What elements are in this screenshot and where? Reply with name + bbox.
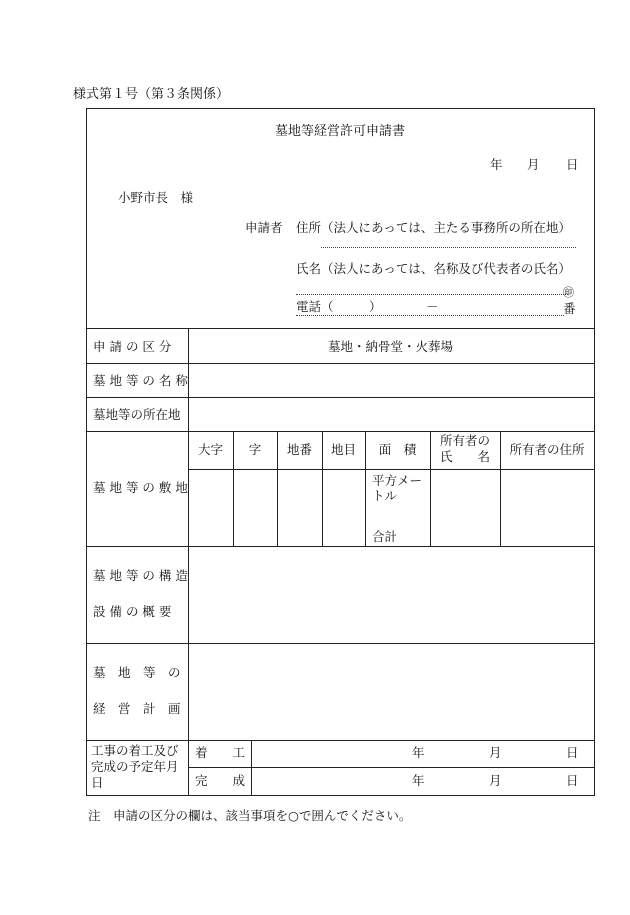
site-header-chiban: 地番: [286, 442, 312, 457]
phone-ban-label: 番: [563, 301, 576, 316]
start-month: 月: [489, 745, 502, 760]
address-field[interactable]: [321, 247, 576, 248]
area-unit: 平方メートル: [372, 473, 423, 503]
facility-name-label: 墓 地 等 の 名 称: [93, 373, 188, 388]
area-total: 合計: [372, 529, 398, 544]
finish-label: 完 成: [195, 773, 246, 788]
date-year-label: 年: [490, 157, 503, 172]
site-header-owner-address: 所有者の住所: [509, 442, 585, 457]
footnote: 注 申請の区分の欄は、該当事項を○で囲んでください。: [88, 808, 412, 823]
address-label: 住所（法人にあっては、主たる事務所の所在地）: [296, 220, 571, 235]
form-number-label: 様式第１号（第３条関係）: [73, 87, 230, 102]
seal-mark: ㊞: [563, 286, 574, 299]
site-header-area: 面 積: [378, 442, 417, 457]
plan-label-2: 経 営 計 画: [93, 701, 181, 716]
site-header-oaza: 大字: [197, 442, 223, 457]
site-header-chimoku: 地目: [330, 442, 356, 457]
finish-month: 月: [489, 773, 502, 788]
date-day-label: 日: [566, 157, 579, 172]
addressee: 小野市長 様: [118, 190, 194, 205]
application-form: [86, 108, 595, 796]
finish-year: 年: [412, 773, 425, 788]
date-month-label: 月: [527, 157, 540, 172]
finish-day: 日: [566, 773, 579, 788]
phone-label: 電話（: [296, 299, 334, 314]
site-label: 墓 地 等 の 敷 地: [93, 480, 188, 495]
facility-location-label: 墓地等の所在地: [93, 407, 181, 422]
form-title: 墓地等経営許可申請書: [275, 124, 406, 139]
start-label: 着 工: [195, 745, 246, 760]
structure-label: 墓 地 等 の 構 造: [93, 568, 188, 583]
name-field[interactable]: [296, 294, 568, 295]
facilities-label: 設 備 の 概 要: [93, 604, 172, 619]
phone-field[interactable]: [296, 315, 564, 316]
start-year: 年: [412, 745, 425, 760]
category-options[interactable]: 墓地・納骨堂・火葬場: [328, 339, 454, 354]
plan-label-1: 墓 地 等 の: [93, 665, 181, 680]
schedule-label: 工事の着工及び完成の予定年月日: [91, 743, 179, 790]
start-day: 日: [566, 745, 579, 760]
phone-close-paren: ）: [369, 299, 382, 314]
site-header-owner-name: 所有者の 氏 名: [439, 433, 490, 464]
category-label: 申 請 の 区 分: [93, 339, 172, 354]
site-header-aza: 字: [248, 442, 262, 457]
applicant-label: 申請者: [245, 220, 283, 235]
name-label: 氏名（法人にあっては、名称及び代表者の氏名）: [296, 261, 571, 276]
phone-dash: －: [426, 299, 439, 314]
